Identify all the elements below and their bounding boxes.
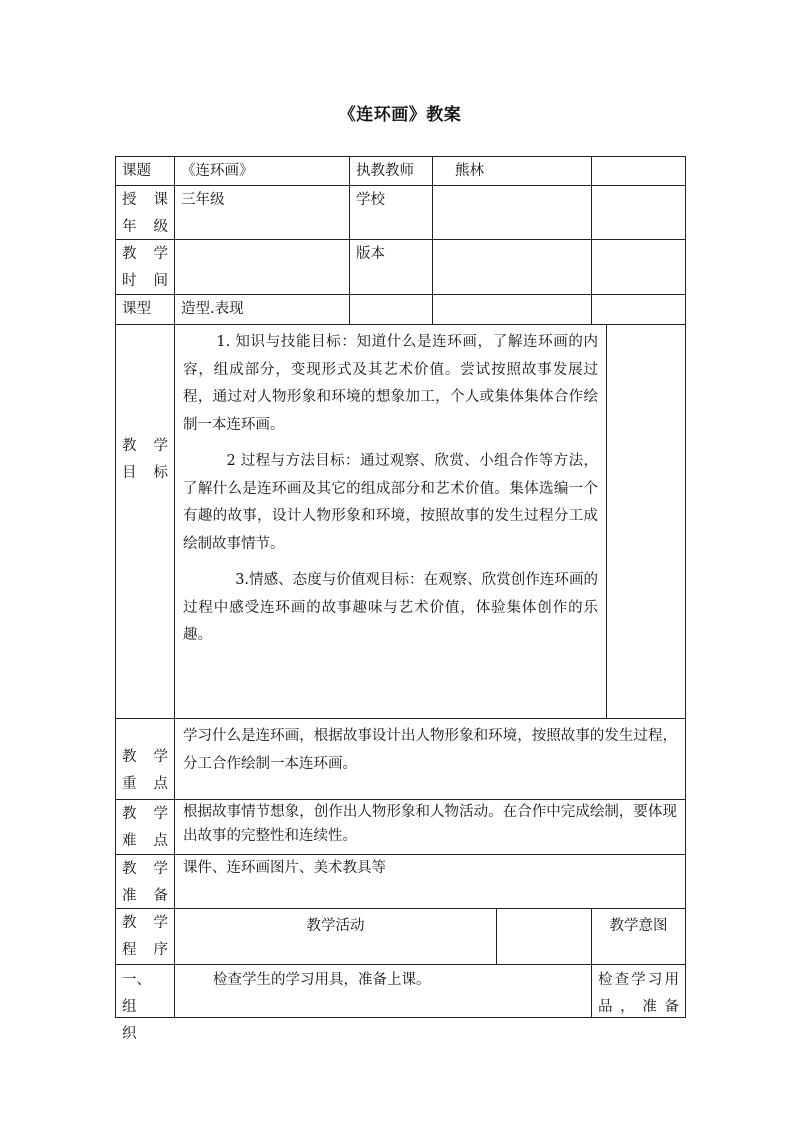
page-title: 《连环画》教案: [338, 105, 462, 125]
objectives-label: 教 学 目标: [115, 324, 174, 718]
empty-cell: [606, 324, 686, 718]
key-points-label: 教 学 重点: [115, 718, 174, 799]
time-value: [174, 239, 349, 294]
key-points-value: 学习什么是连环画，根据故事设计出人物形象和环境，按照故事的发生过程，分工合作绘制一本连环画。: [174, 718, 686, 799]
objective-process: 2 过程与方法目标：通过观察、欣赏、小组合作等方法，了解什么是连环画及其它的组成部分和艺术价值。集体选编一个有趣的故事，设计人物形象和环境，按照故事的发生过程分工成绘制故事情节。: [183, 453, 598, 552]
grade-value: 三年级: [174, 185, 349, 239]
objective-attitude: 3.情感、态度与价值观目标：在观察、欣赏创作连环画的过程中感受连环画的故事趣味与艺术价值，体验集体创作的乐趣。: [183, 572, 598, 643]
objectives-content: [174, 324, 606, 718]
procedure-label: 教 学 程序: [115, 908, 174, 964]
type-value: 造型.表现: [174, 294, 349, 324]
difficulties-label: 教 学 难点: [115, 799, 174, 854]
objective-knowledge: 1. 知识与技能目标：知道什么是连环画，了解连环画的内容，组成部分，变现形式及其艺术价值。尝试按照故事发展过程，通过对人物形象和环境的想象加工，个人或集体集体合作绘制一本连环画。: [183, 334, 598, 433]
school-label: 学校: [349, 185, 432, 239]
time-label: 教 学 时间: [115, 239, 174, 294]
edition-value: [432, 239, 591, 294]
step1-label: 一、 组 织: [115, 964, 174, 1018]
empty-cell: [591, 185, 686, 239]
teacher-value: 熊林: [432, 156, 591, 185]
course-value: 《连环画》: [174, 156, 349, 185]
empty-cell: [591, 294, 686, 324]
teacher-label: 执教教师: [349, 156, 432, 185]
empty-cell: [349, 294, 432, 324]
difficulties-value: 根据故事情节想象，创作出人物形象和人物活动。在合作中完成绘制，要体现出故事的完整性和连续性。: [174, 799, 686, 854]
edition-label: 版本: [349, 239, 432, 294]
preparation-value: 课件、连环画图片、美术教具等: [174, 854, 686, 908]
activity-header: 教学活动: [174, 908, 496, 964]
grade-label: 授 课 年级: [115, 185, 174, 239]
preparation-label: 教 学 准备: [115, 854, 174, 908]
empty-cell: [432, 294, 591, 324]
step1-intent: 检查学习用品，准备: [591, 964, 686, 1018]
type-label: 课型: [115, 294, 174, 324]
empty-cell: [591, 239, 686, 294]
empty-cell: [591, 156, 686, 185]
school-value: [432, 185, 591, 239]
empty-cell: [496, 908, 591, 964]
step1-activity: 检查学生的学习用具，准备上课。: [174, 964, 591, 1018]
course-label: 课题: [115, 156, 174, 185]
intent-header: 教学意图: [591, 908, 686, 964]
